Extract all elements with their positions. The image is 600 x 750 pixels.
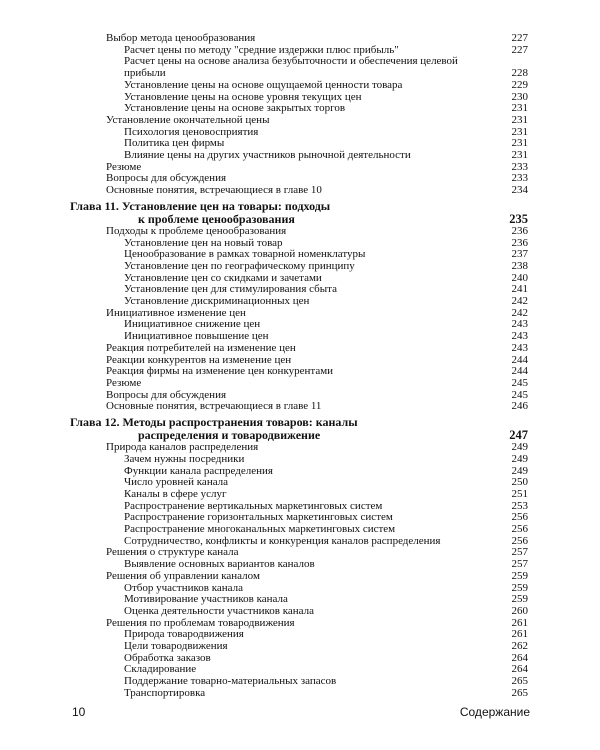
toc-entry: Отбор участников канала 259 [124, 581, 528, 594]
page-ref: 238 [511, 259, 528, 272]
page-ref: 227 [511, 32, 528, 44]
toc-entry: Зачем нужны посредники 249 [124, 452, 528, 465]
page-ref: 260 [511, 604, 528, 617]
toc-entry: Установление цен на новый товар 236 [124, 236, 528, 249]
toc-entry: Основные понятия, встречающиеся в главе 11 246 [106, 400, 528, 413]
toc-entry: Число уровней канала 250 [124, 476, 528, 489]
page-ref: 233 [511, 160, 528, 173]
footer-page-number: 10 [72, 705, 86, 719]
toc-entry: Вопросы для обсуждения 245 [106, 388, 528, 401]
table-of-contents [70, 33, 530, 700]
toc-entry: Поддержание товарно-материальных запасов 265 [124, 675, 528, 688]
toc-entry: Функции канала распределения 249 [124, 464, 528, 477]
toc-entry: Природа товародвижения 261 [124, 628, 528, 641]
page-ref: 250 [511, 476, 528, 489]
page-ref: 227 [511, 43, 528, 56]
toc-entry: Установление дискриминационных цен 242 [124, 295, 528, 308]
page-ref: 264 [511, 663, 528, 676]
page-ref: 265 [511, 686, 528, 699]
page-ref: 249 [511, 452, 528, 465]
toc-entry: Вопросы для обсуждения 233 [106, 172, 528, 185]
toc-entry: Решения об управлении каналом 259 [106, 569, 528, 582]
page-ref: 233 [511, 172, 528, 185]
toc-entry: Складирование 264 [124, 663, 528, 676]
page-ref: 256 [511, 523, 528, 536]
page-ref: 240 [511, 271, 528, 284]
page-ref: 245 [511, 388, 528, 401]
toc-entry: Реакция потребителей на изменение цен 243 [106, 341, 528, 354]
toc-entry: Решения по проблемам товародвижения 261 [106, 616, 528, 629]
chapter-title-line1: Глава 11. Установление цен на товары: подходы [70, 198, 331, 213]
toc-entry: Реакции конкурентов на изменение цен 244 [106, 353, 528, 366]
chapter-title-line2: к проблеме ценообразования [138, 211, 295, 226]
page-ref: 253 [511, 499, 528, 512]
page-ref: 243 [511, 318, 528, 331]
toc-entry: Выбор метода ценообразования 227 [106, 32, 528, 44]
toc-entry: Установление цен со скидками и зачетами 240 [124, 271, 528, 284]
page-ref: 236 [511, 236, 528, 249]
page-ref: 247 [509, 428, 528, 443]
page-ref: 229 [511, 78, 528, 91]
page-ref: 231 [511, 125, 528, 138]
page-ref: 257 [511, 558, 528, 571]
chapter-heading [70, 416, 530, 442]
toc-entry: Установление окончательной цены 231 [106, 113, 528, 126]
toc-entry: Каналы в сфере услуг 251 [124, 487, 528, 500]
page-ref: 261 [511, 616, 528, 629]
chapter-heading [70, 200, 530, 226]
page-ref: 262 [511, 640, 528, 653]
page-ref: 230 [511, 90, 528, 103]
toc-entry: Установление цен по географическому принципу 238 [124, 259, 528, 272]
toc-entry: Расчет цены на основе анализа безубыточности и обеспечения целевой [124, 55, 458, 68]
page-ref: 249 [511, 441, 528, 454]
page-ref: 259 [511, 593, 528, 606]
page-ref: 243 [511, 330, 528, 343]
toc-entry: Расчет цены по методу "средние издержки плюс прибыль" 227 [124, 43, 528, 56]
toc-entry: Выявление основных вариантов каналов 257 [124, 558, 528, 571]
page-ref: 242 [511, 306, 528, 319]
toc-entry: Инициативное повышение цен 243 [124, 330, 528, 343]
toc-entry: Оценка деятельности участников канала 260 [124, 604, 528, 617]
toc-entry: Обработка заказов 264 [124, 651, 528, 664]
toc-entry: Реакция фирмы на изменение цен конкурентами 244 [106, 365, 528, 378]
toc-entry: Распространение горизонтальных маркетинговых систем 256 [124, 511, 528, 524]
toc-entry: прибыли 228 [124, 67, 528, 80]
page-ref: 259 [511, 581, 528, 594]
chapter-title-line1: Глава 12. Методы распространения товаров: каналы [70, 415, 358, 430]
page-ref: 231 [511, 113, 528, 126]
chapter-title-line2: распределения и товародвижение [138, 428, 321, 443]
toc-entry: Резюме 233 [106, 160, 528, 173]
page-ref: 261 [511, 628, 528, 641]
page-ref: 235 [509, 211, 528, 226]
toc-entry: Влияние цены на других участников рыночной деятельности 231 [124, 149, 528, 162]
page-ref: 231 [511, 149, 528, 162]
page-ref: 231 [511, 137, 528, 150]
page-ref: 243 [511, 341, 528, 354]
page-ref: 256 [511, 511, 528, 524]
toc-entry: Основные понятия, встречающиеся в главе 10 234 [106, 184, 528, 197]
toc-entry: Установление цены на основе уровня текущих цен 230 [124, 90, 528, 103]
toc-entry: Резюме 245 [106, 376, 528, 389]
toc-entry: Природа каналов распределения 249 [106, 441, 528, 454]
page-ref: 231 [511, 102, 528, 115]
toc-entry: Подходы к проблеме ценообразования 236 [106, 224, 528, 237]
toc-entry: Мотивирование участников канала 259 [124, 593, 528, 606]
page-ref: 242 [511, 295, 528, 308]
toc-entry: Цели товародвижения 262 [124, 640, 528, 653]
page-ref: 246 [511, 400, 528, 413]
toc-entry: Психология ценовосприятия 231 [124, 125, 528, 138]
toc-entry: Распространение многоканальных маркетинговых систем 256 [124, 523, 528, 536]
page-ref: 265 [511, 675, 528, 688]
page-ref: 256 [511, 534, 528, 547]
toc-entry: Политика цен фирмы 231 [124, 137, 528, 150]
toc-entry: Инициативное изменение цен 242 [106, 306, 528, 319]
page-ref: 241 [511, 283, 528, 296]
page-ref: 237 [511, 248, 528, 261]
toc-entry: Ценообразование в рамках товарной номенклатуры 237 [124, 248, 528, 261]
page-ref: 264 [511, 651, 528, 664]
toc-entry: Установление цен для стимулирования сбыта 241 [124, 283, 528, 296]
page-ref: 234 [511, 184, 528, 197]
page-ref: 244 [511, 365, 528, 378]
toc-entry: Установление цены на основе ощущаемой ценности товара 229 [124, 78, 528, 91]
toc-entry: Транспортировка 265 [124, 686, 528, 699]
page-ref: 259 [511, 569, 528, 582]
page-ref: 236 [511, 224, 528, 237]
page-ref: 245 [511, 376, 528, 389]
footer-section-title: Содержание [459, 705, 530, 719]
toc-entry: Решения о структуре канала 257 [106, 546, 528, 559]
page-ref: 228 [511, 67, 528, 80]
toc-entry: Распространение вертикальных маркетинговых систем 253 [124, 499, 528, 512]
page-ref: 251 [511, 487, 528, 500]
toc-entry: Сотрудничество, конфликты и конкуренция каналов распределения 256 [124, 534, 528, 547]
page-ref: 257 [511, 546, 528, 559]
page-ref: 244 [511, 353, 528, 366]
toc-entry: Установление цены на основе закрытых торгов 231 [124, 102, 528, 115]
page-ref: 249 [511, 464, 528, 477]
toc-entry: Инициативное снижение цен 243 [124, 318, 528, 331]
page-footer [70, 705, 530, 721]
